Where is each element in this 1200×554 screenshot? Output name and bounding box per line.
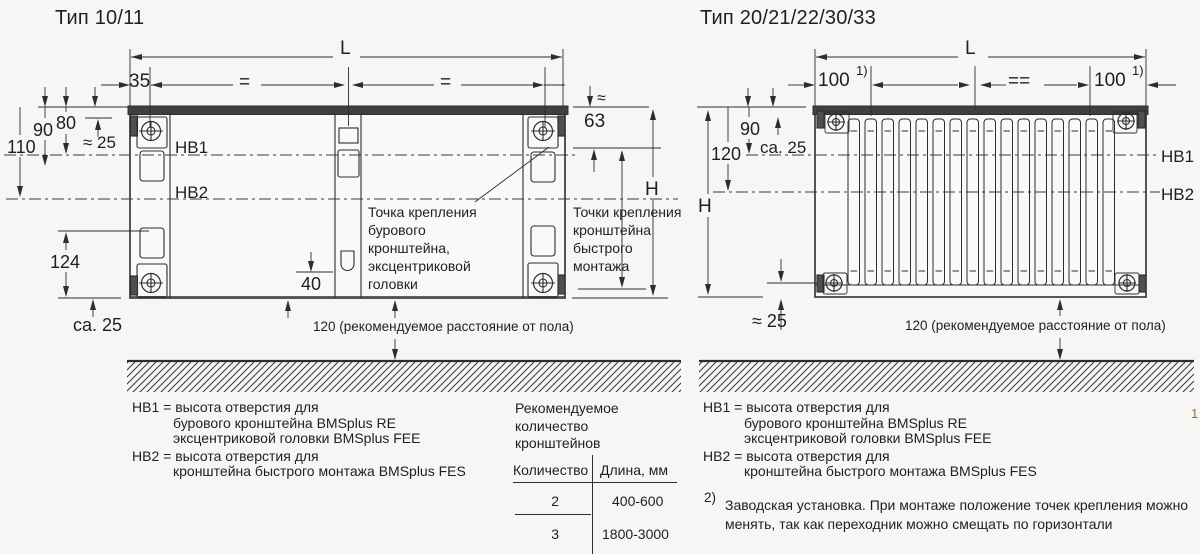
- bracket-table-caption: [515, 400, 619, 453]
- dim-approx-25-top: ≈ 25: [83, 133, 116, 152]
- legend-hb2-line: HB2 = высота отверстия для: [703, 447, 890, 464]
- hb1-label-right: HB1: [1161, 147, 1195, 166]
- callout-line: быстрого: [573, 240, 633, 256]
- dim-eq-right: =: [440, 72, 452, 93]
- hb1-label-left: HB1: [175, 138, 209, 157]
- legend-right: [703, 400, 1037, 480]
- dim-H-right: H: [698, 196, 712, 217]
- table-header-quantity: Количество: [513, 462, 589, 478]
- caption-line: Рекомендуемое: [515, 400, 619, 416]
- dim-eq-left: =: [239, 72, 251, 93]
- dim-80: 80: [56, 113, 77, 133]
- legend-hb2-line: HB2 = высота отверстия для: [132, 447, 319, 464]
- table-row-rule: [515, 514, 591, 515]
- dim-L-right: L: [965, 38, 976, 59]
- cropped-footnote-digit: 1: [1191, 406, 1199, 421]
- callout-line: монтажа: [573, 258, 630, 274]
- dim-110: 110: [7, 137, 36, 157]
- table-column-divider: [592, 455, 593, 554]
- approx-symbol: ≈: [597, 90, 606, 107]
- callout-line: Точка крепления: [368, 204, 477, 220]
- footnote1-marker-right: 1): [1132, 63, 1144, 78]
- dim-100-left: 100: [818, 70, 850, 91]
- left-floor: [127, 361, 681, 392]
- dim-63: 63: [584, 111, 606, 132]
- dim-H-left: H: [645, 179, 659, 200]
- left-diagram-title: Тип 10/11: [55, 7, 145, 29]
- caption-line: кронштейнов: [515, 435, 601, 451]
- dim-90-left: 90: [33, 120, 54, 140]
- legend-hb1-line: эксцентриковой головки BMSplus FEE: [173, 430, 421, 446]
- table-row: 3: [551, 526, 559, 542]
- callout-line: эксцентриковой: [368, 258, 471, 274]
- dim-124: 124: [50, 252, 81, 272]
- legend-hb2-line: кронштейна быстрого монтажа BMSplus FES: [744, 463, 1037, 479]
- callout-quick-mount-bracket: [573, 203, 681, 275]
- callout-line: Точки крепления: [573, 204, 682, 220]
- floor-note-right: 120 (рекомендуемое расстояние от пола): [905, 318, 1166, 333]
- legend-left: [132, 400, 466, 480]
- hb2-label-right: HB2: [1161, 185, 1195, 204]
- table-row: 1800-3000: [602, 526, 669, 542]
- dim-eq-center: ==: [1008, 71, 1031, 92]
- table-row: 400-600: [612, 493, 664, 509]
- hb2-label-left: HB2: [175, 183, 209, 202]
- footnote2-line: менять, так как переходник можно смещать по горизонтали: [725, 516, 1113, 532]
- legend-hb1-line: эксцентриковой головки BMSplus FEE: [744, 430, 992, 446]
- footnote2-line: Заводская установка. При монтаже положение точек крепления можно: [725, 497, 1189, 513]
- right-floor: [699, 361, 1194, 392]
- footnote1-marker-left: 1): [856, 63, 868, 78]
- callout-drill-bracket: [368, 203, 477, 293]
- callout-line: головки: [368, 276, 418, 292]
- right-diagram-title: Тип 20/21/22/30/33: [700, 7, 876, 29]
- callout-line: бурового: [368, 222, 426, 238]
- legend-hb1-line: бурового кронштейна BMSplus RE: [744, 414, 967, 431]
- dim-40: 40: [301, 274, 322, 294]
- legend-hb1-line: бурового кронштейна BMSplus RE: [173, 414, 396, 431]
- dim-90-right: 90: [740, 119, 761, 139]
- callout-line: кронштейна: [573, 222, 652, 238]
- legend-hb2-line: кронштейна быстрого монтажа BMSplus FES: [173, 463, 466, 479]
- left-radiator-body: [128, 106, 568, 298]
- legend-hb1-line: HB1 = высота отверстия для: [703, 399, 890, 415]
- table-header-length: Длина, мм: [600, 462, 669, 478]
- dim-35: 35: [129, 71, 151, 92]
- dim-ca-25-right: ca. 25: [760, 138, 807, 157]
- table-header-rule: [513, 482, 677, 483]
- table-row: 2: [551, 493, 559, 509]
- caption-line: количество: [515, 417, 589, 434]
- footnote2-marker: 2): [704, 490, 717, 505]
- floor-note-left: 120 (рекомендуемое расстояние от пола): [313, 319, 574, 334]
- dim-100-right: 100: [1094, 70, 1126, 91]
- dim-L-left: L: [340, 38, 351, 59]
- dim-ca-25-left: ca. 25: [73, 315, 123, 335]
- callout-line: кронштейна,: [368, 240, 450, 256]
- dim-120: 120: [711, 144, 742, 164]
- legend-hb1-line: HB1 = высота отверстия для: [132, 399, 319, 415]
- dim-approx-25-bottom: ≈ 25: [752, 311, 787, 331]
